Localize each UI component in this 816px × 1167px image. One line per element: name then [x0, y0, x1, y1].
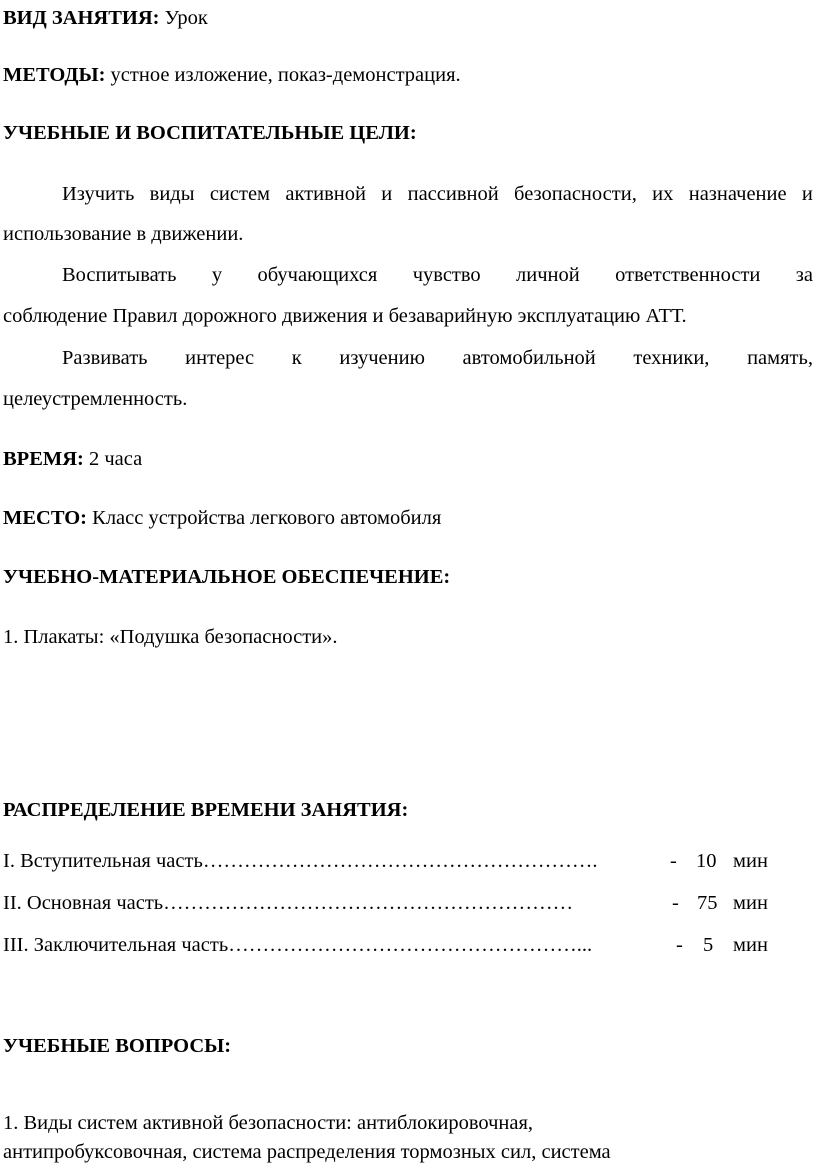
place-value: Класс устройства легкового автомобиля [92, 507, 442, 529]
question-1-line-2: антипробуксовочная, система распределения тормозных сил, система [3, 1141, 611, 1163]
goal-2-line-1: Воспитывать у обучающихся чувство личной ответственности за [62, 264, 813, 286]
time-row-final: III. Заключительная часть……………………………………………... [3, 934, 593, 956]
lesson-type-value: Урок [164, 7, 208, 29]
place-label: МЕСТО: [3, 507, 88, 529]
time-line [3, 446, 142, 472]
goals-heading: УЧЕБНЫЕ И ВОСПИТАТЕЛЬНЫЕ ЦЕЛИ: [3, 122, 417, 144]
lesson-type-label: ВИД ЗАНЯТИЯ: [3, 7, 160, 29]
methods-value: устное изложение, показ-демонстрация. [110, 64, 461, 86]
time-value: 2 часа [88, 448, 143, 470]
materials-item-1: 1. Плакаты: «Подушка безопасности». [3, 626, 338, 648]
time-label: ВРЕМЯ: [3, 448, 84, 470]
goal-3-line-1: Развивать интерес к изучению автомобильной техники, память, [62, 347, 813, 369]
goal-1-line-1: Изучить виды систем активной и пассивной безопасности, их назначение и [62, 183, 813, 205]
time-row-intro: I. Вступительная часть…………………………………………………. [3, 850, 598, 872]
goal-3-line-2: целеустремленность. [3, 388, 188, 410]
methods-line [3, 62, 461, 88]
place-line [3, 505, 441, 531]
methods-label: МЕТОДЫ: [3, 64, 106, 86]
time-row-main: II. Основная часть…………………………………………………… [3, 892, 574, 914]
questions-heading: УЧЕБНЫЕ ВОПРОСЫ: [3, 1035, 232, 1057]
goal-1-line-2: использование в движении. [3, 223, 244, 245]
time-distribution-heading: РАСПРЕДЕЛЕНИЕ ВРЕМЕНИ ЗАНЯТИЯ: [3, 799, 409, 821]
materials-heading: УЧЕБНО-МАТЕРИАЛЬНОЕ ОБЕСПЕЧЕНИЕ: [3, 566, 451, 588]
goal-2-line-2: соблюдение Правил дорожного движения и безаварийную эксплуатацию АТТ. [3, 305, 687, 327]
question-1-line-1: 1. Виды систем активной безопасности: антиблокировочная, [3, 1112, 534, 1134]
lesson-type-line [3, 5, 208, 31]
